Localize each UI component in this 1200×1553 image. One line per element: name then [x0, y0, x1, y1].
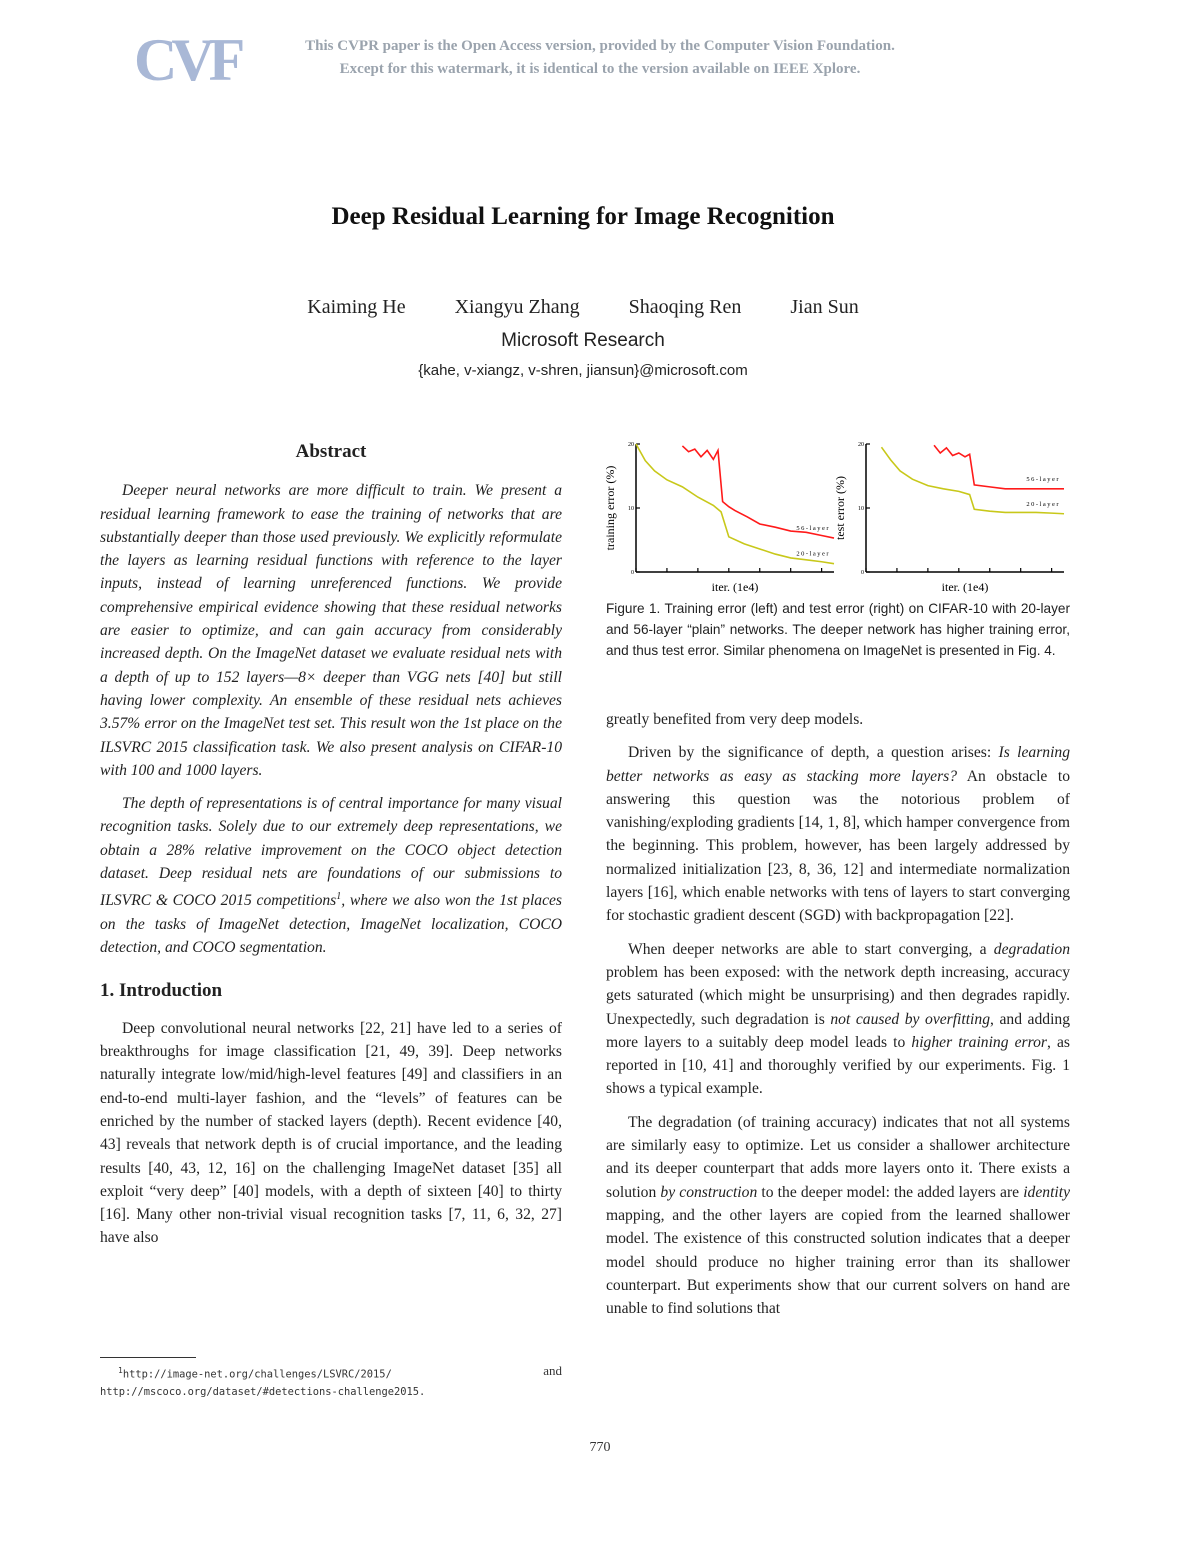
cvf-logo	[134, 26, 240, 93]
legend-label: 20-layer	[796, 550, 830, 558]
author-emails: {kahe, v-xiangz, v-shren, jiansun}@microsoft.com	[418, 362, 748, 379]
footnote: $^1$http://image-net.org/challenges/LSVRC/2015/ and http://mscoco.org/dataset/#detections-challenge2015.	[100, 1362, 562, 1401]
legend-label: 56-layer	[1026, 475, 1060, 483]
footnote-rule	[100, 1357, 196, 1358]
paper-title: Deep Residual Learning for Image Recognition	[331, 203, 835, 230]
section-heading: 1. Introduction	[100, 980, 223, 1002]
watermark-line-1: This CVPR paper is the Open Access version, provided by the Computer Vision Foundation.	[305, 38, 895, 54]
watermark-line-2: Except for this watermark, it is identical to the version available on IEEE Xplore.	[339, 61, 861, 77]
author-name: Jian Sun	[790, 296, 859, 318]
footnote-url: http://mscoco.org/dataset/#detections-challenge2015.	[100, 1386, 426, 1399]
y-axis-label: training error (%)	[603, 465, 617, 551]
author-name: Xiangyu Zhang	[454, 296, 580, 318]
page-number: 770	[589, 1440, 611, 1455]
body-paragraph: greatly benefited from very deep models.	[606, 711, 864, 728]
legend-label: 20-layer	[1026, 500, 1060, 508]
figure-1-charts	[600, 436, 1080, 598]
right-column	[606, 708, 1070, 1320]
author-list	[0, 296, 1166, 319]
abstract-paragraph: The depth of representations is of central importance for many visual recognition tasks. Solely due to our extremely deep representations, we obtain a 28% relative improvement on the COCO object detection dataset. Deep residual nets are foundations of our submissions to ILSVRC & COCO 2015 competitions$^1$, where we also won the 1st places on the tasks of ImageNet detection, ImageNet localization, COCO detection, and COCO segmentation.	[100, 795, 562, 957]
author-name: Kaiming He	[307, 296, 406, 318]
y-axis-label: test error (%)	[833, 476, 847, 540]
y-tick-label: 20	[858, 442, 864, 448]
footnote-url: http://image-net.org/challenges/LSVRC/2015/	[122, 1368, 392, 1381]
left-column	[100, 440, 562, 1250]
x-axis-label: iter. (1e4)	[941, 580, 989, 594]
abstract-heading: Abstract	[295, 441, 367, 462]
x-axis-label: iter. (1e4)	[711, 580, 759, 594]
affiliation: Microsoft Research	[501, 330, 665, 351]
series-line-20-layer	[636, 444, 834, 564]
chart-training-error	[603, 442, 834, 594]
body-paragraph: When deeper networks are able to start converging, a degradation problem has been exposed: with the network depth increasing, accuracy gets saturated (which might be unsurprising) and then degrades rapidly. Unexpectedly, such degradation is not caused by overfitting, and adding more layers to a suitably deep model leads to higher training error, as reported in [10, 41] and thoroughly verified by our experiments. Fig. 1 shows a typical example.	[606, 940, 1070, 1098]
y-tick-label: 10	[628, 506, 634, 512]
body-paragraph: The degradation (of training accuracy) indicates that not all systems are similarly easy to optimize. Let us consider a shallower architecture and its deeper counterpart that adds more layers onto it. There exists a solution by construction to the deeper model: the added layers are identity mapping, and the other layers are copied from the learned shallower model. The existence of this constructed solution indicates that a deeper model should produce no higher training error than its shallower counterpart. But experiments show that our current solvers on hand are unable to find solutions that	[606, 1113, 1070, 1318]
body-paragraph: Driven by the significance of depth, a question arises: Is learning better networks as easy as stacking more layers? An obstacle to answering this question was the notorious problem of vanishing/exploding gradients [14, 1, 8], which hamper convergence from the beginning. This problem, however, has been largely addressed by normalized initialization [23, 8, 36, 12] and intermediate normalization layers [16], which enable networks with tens of layers to start converging for stochastic gradient descent (SGD) with backpropagation [22].	[606, 744, 1070, 925]
svg-text:CVF: CVF	[134, 27, 240, 93]
y-tick-label: 0	[631, 570, 634, 576]
intro-paragraph: Deep convolutional neural networks [22, 21] have led to a series of breakthroughs for image classification [21, 49, 39]. Deep networks naturally integrate low/mid/high-level features [49] and classifiers in an end-to-end multi-layer fashion, and the “levels” of features can be enriched by the number of stacked layers (depth). Recent evidence [40, 43] reveals that network depth is of crucial importance, and the leading results [40, 43, 12, 16] on the challenging ImageNet dataset [35] all exploit “very deep” [40] models, with a depth of sixteen [40] to thirty [16]. Many other non-trivial visual recognition tasks [7, 11, 6, 32, 27] have also	[100, 1019, 562, 1247]
y-tick-label: 0	[861, 570, 864, 576]
y-tick-label: 10	[858, 506, 864, 512]
figure-caption: Figure 1. Training error (left) and test error (right) on CIFAR-10 with 20-layer and 56-layer “plain” networks. The deeper network has higher training error, and thus test error. Similar phenomena on ImageNet is presented in Fig. 4.	[606, 601, 1070, 658]
abstract-paragraph: Deeper neural networks are more difficult to train. We present a residual learning framework to ease the training of networks that are substantially deeper than those used previously. We explicitly reformulate the layers as learning residual functions with reference to the layer inputs, instead of learning unreferenced functions. We provide comprehensive empirical evidence showing that these residual networks are easier to optimize, and can gain accuracy from considerably increased depth. On the ImageNet dataset we evaluate residual nets with a depth of up to 152 layers—8× deeper than VGG nets [40] but still having lower complexity. An ensemble of these residual nets achieves 3.57% error on the ImageNet test set. This result won the 1st place on the ILSVRC 2015 classification task. We also present analysis on CIFAR-10 with 100 and 1000 layers.	[100, 482, 562, 779]
chart-test-error	[833, 442, 1064, 594]
y-tick-label: 20	[628, 442, 634, 448]
author-name: Shaoqing Ren	[628, 296, 742, 318]
legend-label: 56-layer	[796, 525, 830, 533]
